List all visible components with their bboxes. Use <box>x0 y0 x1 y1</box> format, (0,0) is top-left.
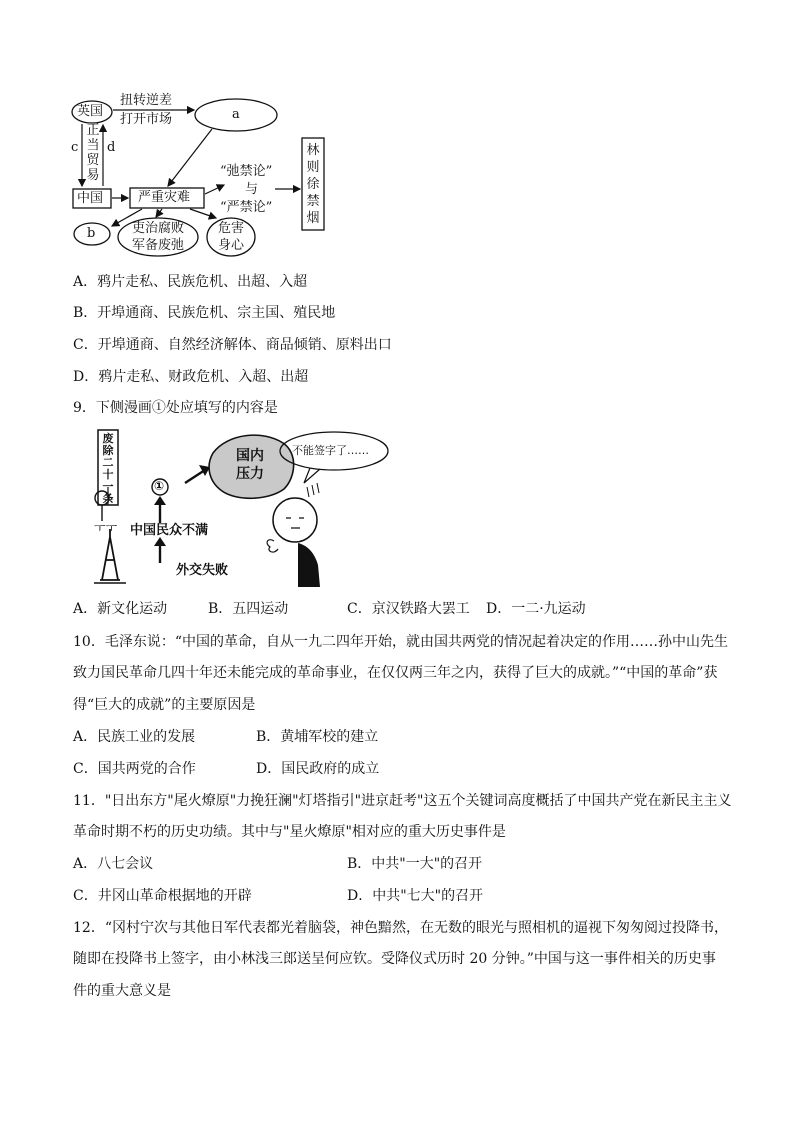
q8-diagram-lines <box>70 92 340 262</box>
q8-option-b: B．开埠通商、民族危机、宗主国、殖民地 <box>73 305 336 321</box>
q11-option-c: C．井冈山革命根据地的开辟 <box>73 888 252 904</box>
q11-option-d: D．中共"七大"的召开 <box>347 888 484 904</box>
q9-cartoon <box>88 425 408 590</box>
node-china: 中国 <box>77 191 104 206</box>
q11-option-a: A．八七会议 <box>73 856 154 872</box>
q10-stem-line3: 得“巨大的成就”的主要原因是 <box>73 697 256 713</box>
quote-line1: “弛禁论” <box>220 164 273 179</box>
node-harm-line2: 身心 <box>218 238 245 253</box>
q12-stem-line3: 件的重大意义是 <box>73 983 171 999</box>
side-label-trade: 正当贸易 <box>86 123 100 183</box>
q8-option-c: C．开埠通商、自然经济解体、商品倾销、原料出口 <box>73 337 392 353</box>
cartoon-speech-text: 不能签字了…… <box>292 444 369 457</box>
q8-option-a: A．鸦片走私、民族危机、出超、入超 <box>73 274 308 290</box>
node-lin-zexu: 林则徐禁烟 <box>306 143 320 226</box>
q8-flow-diagram <box>70 92 340 262</box>
q10-option-d: D．国民政府的成立 <box>256 761 380 777</box>
q12-stem-line2: 随即在投降书上签字，由小林浅三郎送呈何应钦。受降仪式历时 20 分钟。”中国与这一事件相关的历史事 <box>73 951 716 967</box>
node-britain: 英国 <box>77 104 104 119</box>
q10-option-b: B．黄埔军校的建立 <box>256 729 379 745</box>
q12-stem-line1: 12．“冈村宁次与其他日军代表都光着脑袋，神色黯然，在无数的眼光与照相机的逼视下匆匆阅过投降书， <box>73 920 728 936</box>
q10-option-a: A．民族工业的发展 <box>73 729 196 745</box>
q11-stem-line1: 11．"日出东方"尾火燎原"力挽狂澜"灯塔指引"进京赶考"这五个关键词高度概括了中国共产党在新民主主义 <box>73 793 732 809</box>
q9-option-b: B．五四运动 <box>208 601 289 617</box>
node-a: a <box>232 107 240 122</box>
side-label-d: d <box>107 140 116 155</box>
q9-stem: 9．下侧漫画①处应填写的内容是 <box>73 400 278 416</box>
cartoon-circle-number: ① <box>154 479 165 493</box>
q10-option-c: C．国共两党的合作 <box>73 761 196 777</box>
q10-stem-line1: 10．毛泽东说：“中国的革命，自从一九二四年开始，就由国共两党的情况起着决定的作用……孙中山先生 <box>73 634 728 650</box>
q11-stem-line2: 革命时期不朽的历史功绩。其中与"星火燎原"相对应的重大历史事件是 <box>73 824 506 840</box>
official-body <box>298 543 320 587</box>
cartoon-pressure-line1: 国内 <box>236 448 264 464</box>
eiffel-tower <box>100 529 120 580</box>
q8-option-d: D．鸦片走私、财政危机、入超、出超 <box>73 369 309 385</box>
cartoon-sign-text: 废除二十一条 <box>102 432 114 505</box>
node-corruption-line1: 吏治腐败 <box>132 221 185 236</box>
cartoon-pressure-line2: 压力 <box>236 466 264 482</box>
q11-option-b: B．中共"一大"的召开 <box>347 856 483 872</box>
q9-option-c: C．京汉铁路大罢工 <box>347 601 470 617</box>
cartoon-people-label: 中国民众不满 <box>130 523 209 538</box>
quote-line3: “严禁论” <box>220 200 273 215</box>
q9-option-d: D．一二·九运动 <box>486 601 586 617</box>
q9-option-a: A．新文化运动 <box>73 601 168 617</box>
node-disaster: 严重灾难 <box>138 190 191 205</box>
node-corruption-line2: 军备废弛 <box>132 238 185 253</box>
quote-line2: 与 <box>245 182 259 197</box>
arrow-label-line2: 打开市场 <box>120 112 173 127</box>
svg-text:ㅜㅜ: ㅜㅜ <box>94 521 118 535</box>
q10-stem-line2: 致力国民革命几四十年还未能完成的革命事业，在仅仅两三年之内，获得了巨大的成就。”“中国的革命”获 <box>73 665 718 681</box>
arrow-label-line1: 扭转逆差 <box>120 93 173 108</box>
official-head <box>273 498 317 542</box>
side-label-c: c <box>71 140 79 155</box>
node-harm-line1: 危害 <box>218 221 245 236</box>
node-b: b <box>87 226 96 241</box>
cartoon-diplomacy-label: 外交失败 <box>176 563 229 578</box>
